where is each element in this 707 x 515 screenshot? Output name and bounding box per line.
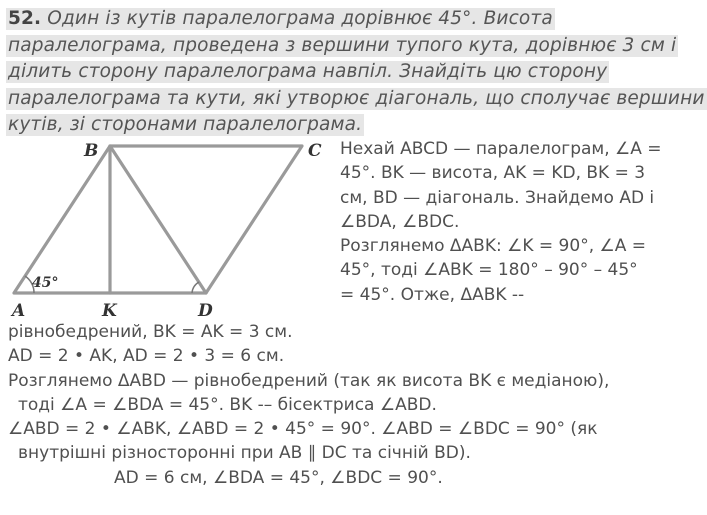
solution-line: 45°, тоді ∠ABK = 180° – 90° – 45° [340, 260, 638, 281]
solution-line: внутрішні різносторонні при AB ∥ DC та січній BD). [18, 443, 471, 464]
solution-line: Нехай ABCD — паралелограм, ∠A = [340, 139, 662, 159]
solution-line: 45°. BK — висота, AK = KD, BK = 3 [340, 163, 646, 184]
angle-d-arc [192, 282, 199, 293]
vertex-label-d: D [198, 301, 213, 321]
problem-line-3: ділить сторону паралелограма навпіл. Знайдіть цю сторону [8, 61, 608, 82]
problem-statement [6, 6, 705, 139]
problem-line-1: 52. Один із кутів паралелограма дорівнює 45°. Висота [8, 8, 553, 29]
solution-line: тоді ∠A = ∠BDA = 45°. BK -– бісектриса ∠ABD. [18, 394, 437, 415]
solution-line: см, BD — діагональ. Знайдемо AD і [340, 187, 655, 208]
solution-right-column [340, 137, 662, 307]
diagonal-bd [110, 146, 206, 293]
solution-line: AD = 2 • AK, AD = 2 • 3 = 6 см. [8, 346, 285, 367]
problem-line-4: паралелограма та кути, які утворює діагональ, що сполучає вершини [8, 87, 705, 109]
solution-line: ∠ABD = 2 • ∠ABK, ∠ABD = 2 • 45° = 90°. ∠ABD = ∠BDC = 90° (як [8, 419, 598, 440]
problem-line-2: паралелограма, проведена з вершини тупого кута, дорівнює 3 см і [8, 34, 677, 56]
angle-label-45: 45° [32, 275, 59, 291]
solution-line: ∠BDA, ∠BDC. [340, 211, 460, 232]
solution-line: рівнобедрений, BK = AK = 3 см. [8, 322, 293, 342]
vertex-label-a: A [12, 301, 26, 321]
solution-full-width [8, 320, 609, 490]
vertex-label-k: K [102, 301, 117, 321]
vertex-label-c: C [308, 141, 322, 161]
problem-line-5: кутів, зі сторонами паралелограма. [8, 114, 363, 135]
vertex-label-b: B [84, 141, 99, 161]
answer-line: AD = 6 см, ∠BDA = 45°, ∠BDC = 90°. [114, 467, 443, 488]
problem-number: 52. [8, 8, 42, 29]
parallelogram-diagram [0, 136, 330, 321]
solution-line: = 45°. Отже, ΔABK -- [340, 284, 525, 305]
solution-line: Розглянемо ΔABD — рівнобедрений (так як висота BK є медіаною), [8, 370, 610, 391]
solution-line: Розглянемо ΔABK: ∠K = 90°, ∠A = [340, 236, 647, 257]
